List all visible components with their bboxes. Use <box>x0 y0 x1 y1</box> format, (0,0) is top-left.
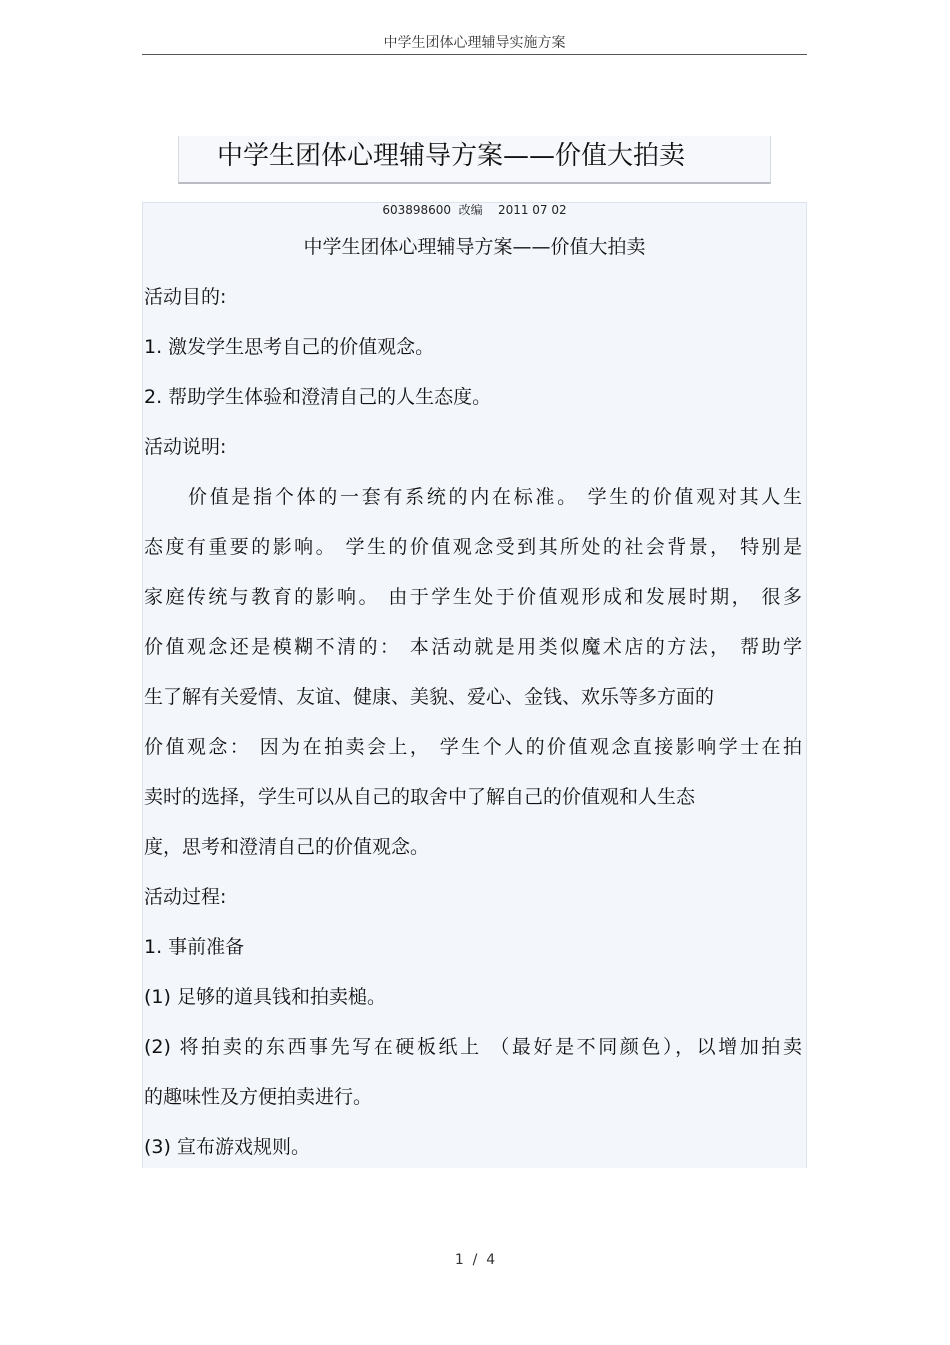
description-line: 态度有重要的影响。 学生的价值观念受到其所处的社会背景， 特别是 <box>144 536 802 558</box>
page-number: 1 / 4 <box>454 1252 496 1268</box>
purpose-item: 2. 帮助学生体验和澄清自己的人生态度。 <box>144 386 492 408</box>
header-divider <box>142 54 807 55</box>
content-box <box>142 202 807 1168</box>
process-step: 1. 事前准备 <box>144 936 245 958</box>
document-subtitle: 中学生团体心理辅导方案——价值大拍卖 <box>303 236 646 258</box>
purpose-heading: 活动目的: <box>144 286 227 308</box>
description-line: 度，思考和澄清自己的价值观念。 <box>144 836 430 858</box>
process-item: (2) 将拍卖的东西事先写在硬板纸上 （最好是不同颜色），以增加拍卖 <box>144 1036 802 1058</box>
description-heading: 活动说明: <box>144 436 227 458</box>
description-line: 价值观念： 因为在拍卖会上， 学生个人的价值观念直接影响学士在拍 <box>144 736 802 758</box>
description-line: 价值是指个体的一套有系统的内在标准。 学生的价值观对其人生 <box>188 486 802 508</box>
process-item: (1) 足够的道具钱和拍卖槌。 <box>144 986 386 1008</box>
process-heading: 活动过程: <box>144 886 227 908</box>
description-line: 生了解有关爱情、友谊、健康、美貌、爱心、金钱、欢乐等多方面的 <box>144 686 715 708</box>
author-date-line: 603898600 改编 2011 07 02 <box>382 203 567 217</box>
title-box <box>178 136 771 184</box>
purpose-item: 1. 激发学生思考自己的价值观念。 <box>144 336 435 358</box>
process-item: (3) 宣布游戏规则。 <box>144 1136 310 1158</box>
description-line: 卖时的选择，学生可以从自己的取舍中了解自己的价值观和人生态 <box>144 786 696 808</box>
process-item: 的趣味性及方便拍卖进行。 <box>144 1086 373 1108</box>
description-line: 家庭传统与教育的影响。 由于学生处于价值观形成和发展时期， 很多 <box>144 586 802 608</box>
running-header: 中学生团体心理辅导实施方案 <box>383 35 566 51</box>
document-title: 中学生团体心理辅导方案——价值大拍卖 <box>217 141 686 171</box>
description-line: 价值观念还是模糊不清的： 本活动就是用类似魔术店的方法， 帮助学 <box>144 636 802 658</box>
